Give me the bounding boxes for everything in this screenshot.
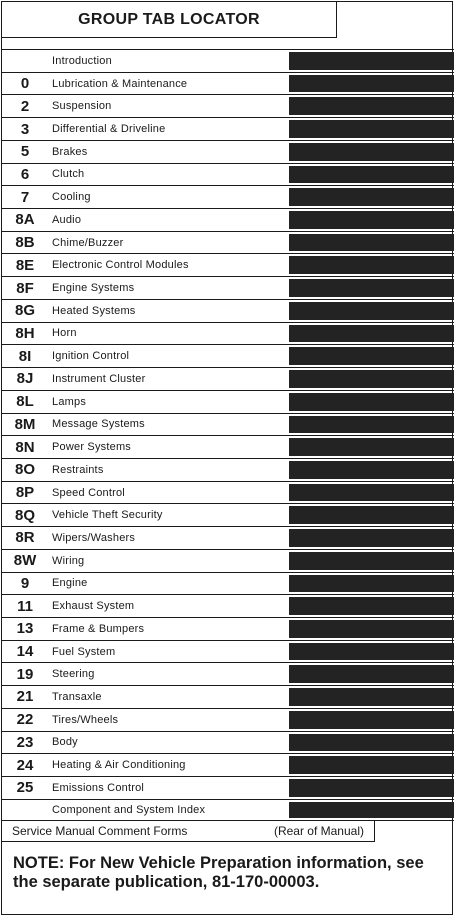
group-number: 8Q (14, 506, 35, 524)
group-number: 8F (16, 279, 34, 297)
black-tab-marker[interactable] (289, 461, 454, 479)
group-label: Cooling (52, 191, 91, 204)
group-row[interactable] (2, 458, 454, 481)
group-label: Introduction (52, 54, 112, 67)
black-tab-marker[interactable] (289, 325, 454, 343)
group-number: 8E (15, 256, 35, 274)
group-label: Electronic Control Modules (52, 259, 189, 272)
group-number: 8I (18, 347, 32, 365)
group-label: Horn (52, 327, 77, 340)
group-label: Suspension (52, 100, 112, 113)
group-row[interactable] (2, 662, 454, 685)
group-label: Power Systems (52, 441, 132, 454)
black-tab-marker[interactable] (289, 484, 454, 502)
group-row[interactable] (2, 276, 454, 299)
group-number: 8J (16, 370, 34, 388)
group-label: Ignition Control (52, 350, 130, 363)
group-row[interactable] (2, 685, 454, 708)
group-row[interactable] (2, 640, 454, 663)
group-row[interactable] (2, 572, 454, 595)
group-label: Vehicle Theft Security (52, 509, 163, 522)
group-label: Steering (52, 668, 95, 681)
group-number: 8H (15, 324, 35, 342)
group-row[interactable] (2, 753, 454, 776)
group-label: Wiring (52, 554, 85, 567)
black-tab-marker[interactable] (289, 143, 454, 161)
service-forms-label: Service Manual Comment Forms (12, 824, 188, 838)
black-tab-marker[interactable] (289, 552, 454, 570)
title-box (2, 2, 337, 38)
group-row[interactable] (2, 49, 454, 72)
group-label: Restraints (52, 463, 104, 476)
group-number: 11 (17, 597, 33, 615)
service-manual-comment-forms (2, 820, 375, 842)
group-label: Transaxle (52, 690, 102, 703)
group-number: 2 (20, 97, 30, 115)
group-row[interactable] (2, 413, 454, 436)
group-number: 8L (16, 393, 34, 411)
black-tab-marker[interactable] (289, 166, 454, 184)
group-row[interactable] (2, 163, 454, 186)
group-label: Heated Systems (52, 304, 136, 317)
group-label: Instrument Cluster (52, 372, 146, 385)
group-row[interactable] (2, 503, 454, 526)
black-tab-marker[interactable] (289, 234, 454, 252)
group-row[interactable] (2, 344, 454, 367)
group-number: 9 (20, 574, 30, 592)
black-tab-marker[interactable] (289, 256, 454, 274)
page-frame (1, 1, 453, 915)
group-number (4, 800, 46, 821)
group-label: Engine Systems (52, 282, 135, 295)
black-tab-marker[interactable] (289, 643, 454, 661)
group-row[interactable] (2, 390, 454, 413)
group-number: 0 (20, 75, 30, 93)
black-tab-marker[interactable] (289, 597, 454, 615)
group-number (4, 50, 46, 72)
group-row[interactable] (2, 253, 454, 276)
black-tab-marker[interactable] (289, 416, 454, 434)
group-label: Speed Control (52, 486, 125, 499)
group-label: Audio (52, 213, 82, 226)
group-row[interactable] (2, 435, 454, 458)
group-label: Fuel System (52, 645, 116, 658)
group-row[interactable] (2, 594, 454, 617)
group-row[interactable] (2, 799, 454, 822)
group-number: 8N (15, 438, 35, 456)
group-label: Exhaust System (52, 600, 135, 613)
black-tab-marker[interactable] (289, 575, 454, 593)
black-tab-marker[interactable] (289, 438, 454, 456)
black-tab-marker[interactable] (289, 52, 454, 70)
group-label: Wipers/Washers (52, 531, 136, 544)
black-tab-marker[interactable] (289, 347, 454, 365)
group-row[interactable] (2, 549, 454, 572)
black-tab-marker[interactable] (289, 734, 454, 752)
group-number: 8G (14, 302, 35, 320)
group-row[interactable] (2, 94, 454, 117)
group-number: 8W (13, 552, 37, 570)
group-number: 24 (16, 756, 34, 774)
group-label: Lamps (52, 395, 87, 408)
group-label: Body (52, 736, 78, 749)
black-tab-marker[interactable] (289, 506, 454, 524)
group-tab-list (2, 49, 454, 821)
group-number: 6 (20, 165, 30, 183)
group-number: 8O (14, 461, 35, 479)
group-row[interactable] (2, 481, 454, 504)
black-tab-marker[interactable] (289, 120, 454, 138)
group-label: Chime/Buzzer (52, 236, 124, 249)
group-row[interactable] (2, 140, 454, 163)
black-tab-marker[interactable] (289, 393, 454, 411)
group-row[interactable] (2, 231, 454, 254)
black-tab-marker[interactable] (289, 529, 454, 547)
group-row[interactable] (2, 208, 454, 231)
group-label: Clutch (52, 168, 85, 181)
black-tab-marker[interactable] (289, 620, 454, 638)
black-tab-marker[interactable] (289, 370, 454, 388)
group-label: Brakes (52, 145, 88, 158)
black-tab-marker[interactable] (289, 665, 454, 683)
group-number: 13 (16, 620, 34, 638)
group-number: 8A (15, 211, 35, 229)
group-number: 8R (15, 529, 35, 547)
group-label: Differential & Driveline (52, 123, 166, 136)
black-tab-marker[interactable] (289, 188, 454, 206)
group-label: Engine (52, 577, 88, 590)
group-label: Message Systems (52, 418, 145, 431)
black-tab-marker[interactable] (289, 211, 454, 229)
group-label: Emissions Control (52, 781, 145, 794)
group-row[interactable] (2, 617, 454, 640)
group-row[interactable] (2, 776, 454, 799)
group-row[interactable] (2, 526, 454, 549)
black-tab-marker[interactable] (289, 97, 454, 115)
group-number: 8B (15, 234, 35, 252)
group-number: 22 (16, 711, 34, 729)
group-row[interactable] (2, 299, 454, 322)
group-label: Heating & Air Conditioning (52, 759, 186, 772)
group-number: 8M (14, 415, 36, 433)
page-title: GROUP TAB LOCATOR (78, 10, 260, 28)
service-forms-location: (Rear of Manual) (273, 824, 364, 838)
group-number: 19 (16, 665, 34, 683)
group-label: Component and System Index (52, 804, 206, 817)
group-number: 23 (16, 733, 34, 751)
group-row[interactable] (2, 117, 454, 140)
group-row[interactable] (2, 708, 454, 731)
group-number: 14 (16, 643, 34, 661)
black-tab-marker[interactable] (289, 779, 454, 797)
group-row[interactable] (2, 185, 454, 208)
black-tab-marker[interactable] (289, 302, 454, 320)
group-row[interactable] (2, 322, 454, 345)
group-number: 25 (16, 779, 34, 797)
group-row[interactable] (2, 731, 454, 754)
group-row[interactable] (2, 367, 454, 390)
black-tab-marker[interactable] (289, 756, 454, 774)
black-tab-marker[interactable] (289, 75, 454, 93)
black-tab-marker[interactable] (289, 688, 454, 706)
group-number: 3 (20, 120, 30, 138)
group-label: Frame & Bumpers (52, 622, 145, 635)
group-row[interactable] (2, 72, 454, 95)
group-number: 7 (20, 188, 30, 206)
group-label: Tires/Wheels (52, 713, 119, 726)
black-tab-marker[interactable] (289, 279, 454, 297)
group-number: 5 (20, 143, 30, 161)
group-number: 21 (16, 688, 34, 706)
black-tab-marker[interactable] (289, 711, 454, 729)
note-text: NOTE: For New Vehicle Preparation information, see the separate publication, 81-170-00003. (13, 854, 424, 891)
group-number: 8P (15, 484, 35, 502)
black-tab-marker[interactable] (289, 802, 454, 819)
group-label: Lubrication & Maintenance (52, 77, 188, 90)
